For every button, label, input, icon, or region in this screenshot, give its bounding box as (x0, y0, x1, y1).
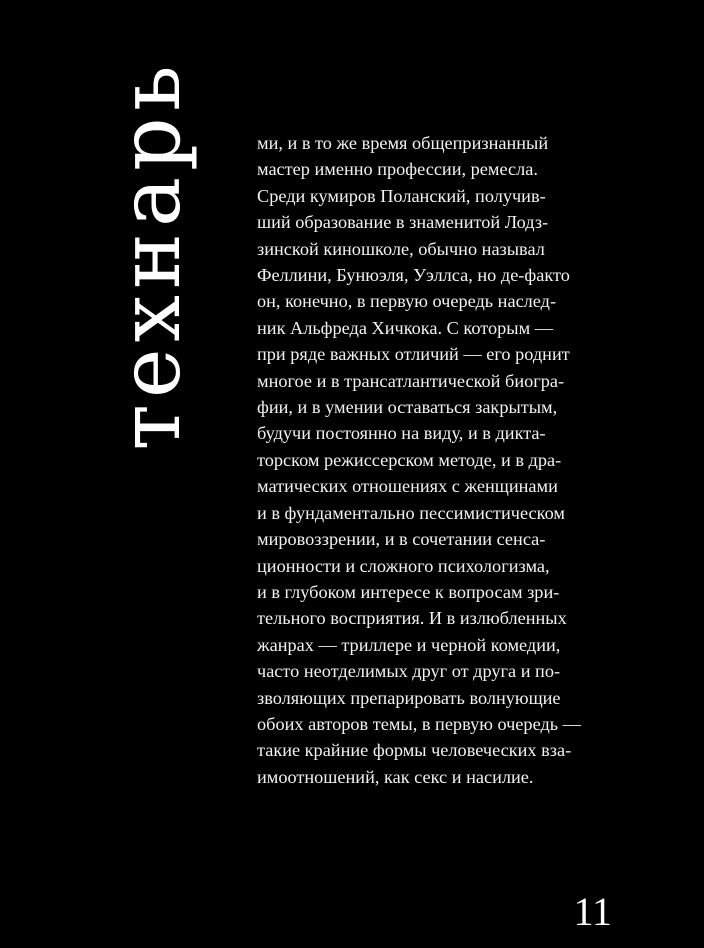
text-line: мировоззрении, и в сочетании сенса- (257, 529, 546, 550)
text-line: и в фундаментально пессимистическом (257, 502, 565, 523)
text-line: фии, и в умении оставаться закрытым, (257, 397, 558, 418)
text-line: такие крайние формы человеческих вза- (257, 740, 572, 761)
text-line: при ряде важных отличий — его роднит (257, 344, 570, 365)
text-line: будучи постоянно на виду, и в дикта- (257, 423, 546, 444)
text-line: часто неотделимых друг от друга и по- (257, 661, 561, 682)
text-line: матических отношениях с женщинами (257, 476, 558, 497)
text-line: ник Альфреда Хичкока. С которым — (257, 317, 554, 338)
text-line: и в глубоком интересе к вопросам зри- (257, 581, 560, 602)
text-line: Феллини, Бунюэля, Уэллса, но де-факто (257, 265, 570, 286)
page-number: 11 (573, 889, 612, 934)
text-line: торском режиссерском методе, и в дра- (257, 449, 562, 470)
text-line: многое и в трансатлантической биогра- (257, 370, 565, 391)
text-line: зволяющих препарировать волнующие (257, 687, 561, 708)
body-paragraph (257, 130, 637, 790)
text-line: Среди кумиров Поланский, получив- (257, 185, 546, 206)
text-line: обоих авторов темы, в первую очередь — (257, 713, 581, 734)
text-line: ший образование в знаменитой Лодз- (257, 212, 549, 233)
text-line: ми, и в то же время общепризнанный (257, 133, 549, 153)
text-line: он, конечно, в первую очередь наслед- (257, 291, 557, 312)
text-line: зинской киношколе, обычно называл (257, 238, 545, 259)
text-line: тельного восприятия. И в излюбленных (257, 608, 567, 629)
text-line: имоотношений, как секс и насилие. (257, 766, 534, 787)
text-line: ционности и сложного психологизма, (257, 555, 550, 576)
text-line: жанрах — триллере и черной комедии, (257, 634, 561, 655)
chapter-title-vertical: технарь (101, 59, 199, 451)
text-line: мастер именно профессии, ремесла. (257, 159, 538, 180)
